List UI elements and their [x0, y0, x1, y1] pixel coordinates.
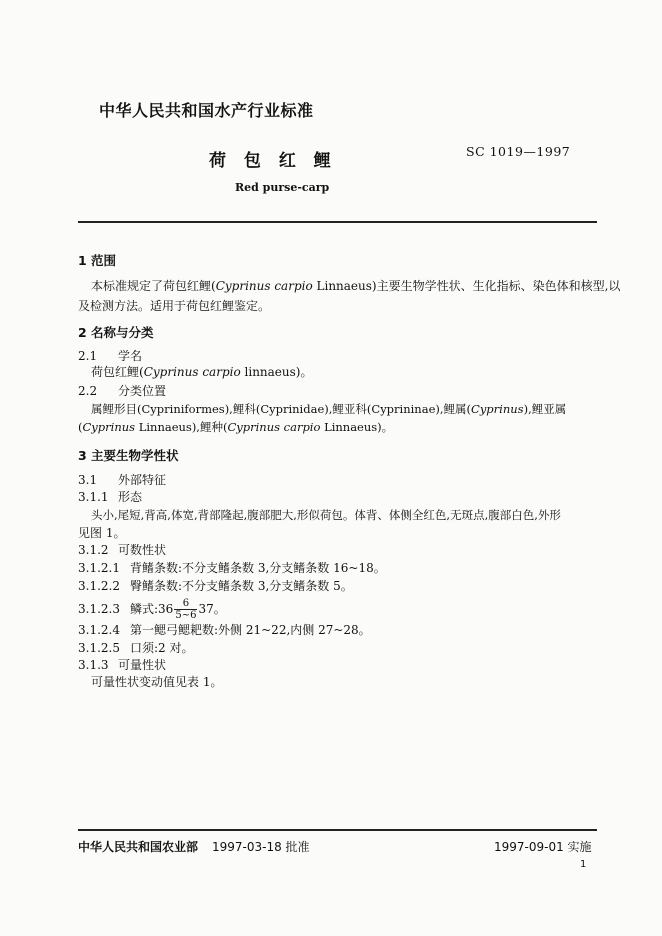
clause-2-1-text — [91, 364, 312, 380]
clause-number: 3.1 — [78, 473, 98, 487]
genus-name: Cyprinus — [82, 420, 136, 434]
text-span: Linnaeus)主要生物学性状、生化指标、染色体和核型,以 — [312, 279, 621, 293]
issuing-ministry: 中华人民共和国农业部 — [78, 840, 199, 854]
clause-title: 外部特征 — [118, 473, 167, 487]
clause-title: 可数性状 — [118, 543, 167, 557]
clause-3-1 — [78, 472, 166, 488]
clause-3-1-2-3 — [78, 598, 226, 621]
section-1-heading: 1 范围 — [78, 253, 117, 268]
text-span: Linnaeus),鲤种( — [135, 420, 228, 434]
approval-date: 1997-03-18 批准 — [212, 840, 310, 854]
clause-number: 2.2 — [78, 384, 98, 398]
scale-formula-prefix: 鳞式:36 — [130, 602, 174, 616]
species-name: Cyprinus carpio — [227, 420, 321, 434]
clause-text: 背鳍条数:不分支鳍条数 3,分支鳍条数 16~18。 — [130, 561, 386, 575]
clause-3-1-1-line-2: 见图 1。 — [78, 526, 126, 540]
text-span: ),鲤亚属 — [523, 402, 567, 416]
effective-date: 1997-09-01 实施 — [494, 840, 592, 854]
text-span: 荷包红鲤( — [91, 365, 144, 379]
species-name: Cyprinus carpio — [143, 365, 241, 379]
clause-title: 形态 — [118, 490, 143, 504]
clause-3-1-2 — [78, 542, 166, 558]
clause-text: 口须:2 对。 — [130, 641, 194, 655]
clause-number: 3.1.2.1 — [78, 561, 120, 575]
clause-text: 第一鳃弓鳃耙数:外侧 21~22,内侧 27~28。 — [130, 623, 371, 637]
clause-2-1 — [78, 348, 142, 364]
clause-number: 3.1.3 — [78, 658, 109, 672]
fraction-denominator: 5~6 — [175, 610, 197, 621]
clause-text: 臀鳍条数:不分支鳍条数 3,分支鳍条数 5。 — [130, 579, 353, 593]
clause-number: 3.1.1 — [78, 490, 109, 504]
page-number: 1 — [580, 859, 587, 870]
species-name: Cyprinus carpio — [215, 279, 313, 293]
header-divider — [78, 221, 597, 223]
fraction-numerator: 6 — [174, 598, 197, 610]
clause-3-1-2-2 — [78, 578, 353, 594]
text-span: 属鲤形目(Cypriniformes),鲤科(Cyprinidae),鲤亚科(Cyprininae),鲤属( — [91, 402, 472, 416]
clause-title: 学名 — [118, 349, 143, 363]
clause-number: 3.1.2.3 — [78, 602, 120, 616]
clause-number: 2.1 — [78, 349, 98, 363]
clause-3-1-1 — [78, 489, 142, 505]
clause-3-1-1-line-1: 头小,尾短,背高,体宽,背部隆起,腹部肥大,形似荷包。体背、体侧全红色,无斑点,腹部白色,外形 — [91, 508, 561, 522]
clause-title: 可量性状 — [118, 658, 167, 672]
clause-title: 分类位置 — [118, 384, 167, 398]
clause-2-2-line-1 — [91, 401, 566, 417]
text-span: Linnaeus)。 — [320, 420, 394, 434]
genus-name: Cyprinus — [471, 402, 524, 416]
section-1-paragraph-line-1 — [91, 278, 620, 294]
clause-3-1-2-4 — [78, 622, 371, 638]
clause-3-1-3-text: 可量性状变动值见表 1。 — [91, 675, 223, 689]
text-span: ( — [78, 420, 83, 434]
footer-divider — [78, 829, 597, 831]
english-title: Red purse-carp — [235, 181, 330, 194]
section-3-heading: 3 主要生物学性状 — [78, 448, 179, 463]
text-span: linnaeus)。 — [240, 365, 313, 379]
clause-number: 3.1.2.2 — [78, 579, 120, 593]
scale-formula-fraction — [174, 598, 197, 621]
clause-number: 3.1.2.5 — [78, 641, 120, 655]
clause-3-1-2-1 — [78, 560, 386, 576]
industry-standard-title: 中华人民共和国水产行业标准 — [99, 101, 314, 120]
standard-code: SC 1019—1997 — [466, 144, 571, 159]
clause-3-1-2-5 — [78, 640, 194, 656]
clause-2-2 — [78, 383, 166, 399]
section-1-paragraph-line-2: 及检测方法。适用于荷包红鲤鉴定。 — [78, 299, 271, 313]
clause-3-1-3 — [78, 657, 166, 673]
scale-formula-suffix: 37。 — [198, 602, 226, 616]
clause-2-2-line-2 — [78, 419, 393, 435]
section-2-heading: 2 名称与分类 — [78, 325, 154, 340]
document-title: 荷 包 红 鲤 — [209, 151, 337, 171]
clause-number: 3.1.2.4 — [78, 623, 120, 637]
text-span: 本标准规定了荷包红鲤( — [91, 279, 216, 293]
clause-number: 3.1.2 — [78, 543, 109, 557]
